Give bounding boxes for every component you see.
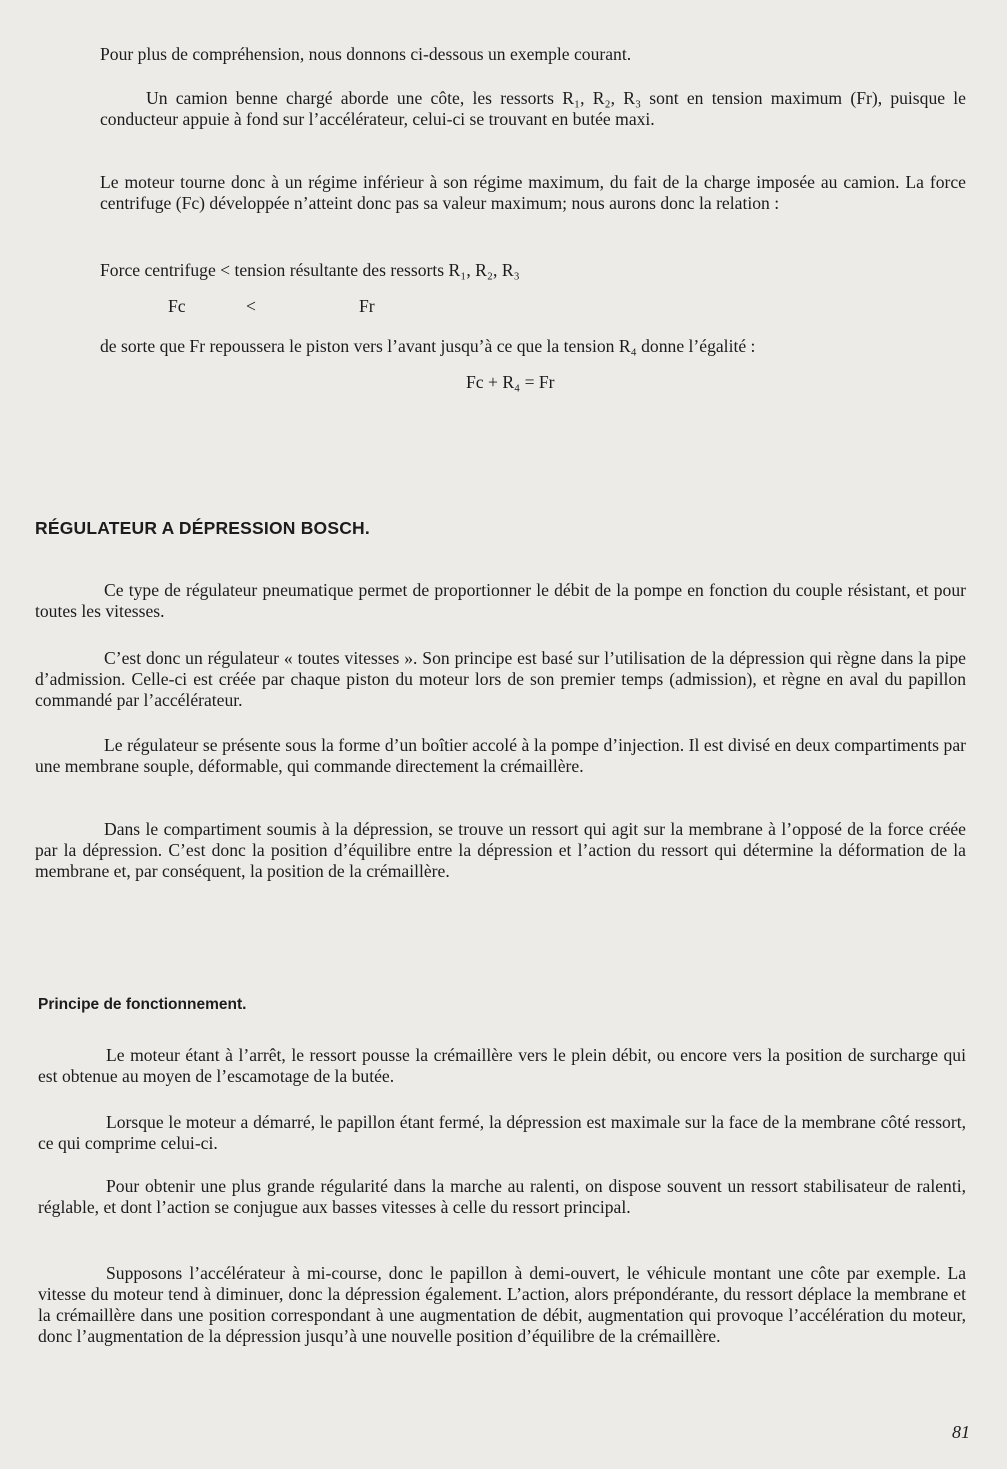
section-paragraph-1: Ce type de régulateur pneumatique permet de proportionner le débit de la pompe en fonction du couple résistant, et pour toutes les vitesses. xyxy=(35,580,966,621)
subsection-title: Principe de fonctionnement. xyxy=(38,996,247,1013)
section-paragraph-4: Dans le compartiment soumis à la dépression, se trouve un ressort qui agit sur la membrane à l’opposé de la force créée par la dépression. C’est donc la position d’équilibre entre la dépression et l’action du ressort qui détermine la déformation de la membrane et, par conséquent, la position de la crémaillère. xyxy=(35,819,966,881)
intro-paragraph: Pour plus de compréhension, nous donnons ci-dessous un exemple courant. xyxy=(100,44,632,64)
operation-paragraph-3: Pour obtenir une plus grande régularité dans la marche au ralenti, on dispose souvent un ressort stabilisateur de ralenti, réglable, et dont l’action se conjugue aux basses vitesses à celle du ressort principal. xyxy=(38,1176,966,1217)
regime-paragraph xyxy=(100,172,966,214)
relation-line: Force centrifuge < tension résultante des ressorts R₁, R₂, R₃ xyxy=(100,260,520,280)
example-paragraph: Un camion benne chargé aborde une côte, les ressorts R₁, R₂, R₃ sont en tension maximum (Fr), puisque le conducteur appuie à fond sur l’accélérateur, celui-ci se trouvant en butée maxi. xyxy=(100,88,966,129)
formula-fc: Fc xyxy=(168,296,186,316)
operation-paragraph-4: Supposons l’accélérateur à mi-course, donc le papillon à demi-ouvert, le véhicule montant une côte par exemple. La vitesse du moteur tend à diminuer, donc la dépression également. L’action, alors prépondérante, du ressort déplace la membrane et la crémaillère dans une position correspondant à une augmentation de débit, augmentation qui provoque l’accélération du moteur, donc l’augmentation de la dépression jusqu’à une nouvelle position d’équilibre de la crémaillère. xyxy=(38,1263,966,1346)
equation-line: Fc + R₄ = Fr xyxy=(466,372,555,392)
regime-paragraph-text: Le moteur tourne donc à un régime inférieur à son régime maximum, du fait de la charge imposée au camion. La force centrifuge (Fc) développée n’atteint donc pas sa valeur maximum; nous aurons donc la relation : xyxy=(100,172,966,213)
page-number: 81 xyxy=(952,1422,970,1442)
formula-less-than: < xyxy=(246,296,256,316)
operation-paragraph-1: Le moteur étant à l’arrêt, le ressort pousse la crémaillère vers le plein débit, ou encore vers la position de surcharge qui est obtenue au moyen de l’escamotage de la butée. xyxy=(38,1045,966,1086)
piston-paragraph: de sorte que Fr repoussera le piston vers l’avant jusqu’à ce que la tension R₄ donne l’égalité : xyxy=(100,336,756,356)
formula-fr: Fr xyxy=(359,296,375,316)
section-paragraph-2: C’est donc un régulateur « toutes vitesses ». Son principe est basé sur l’utilisation de la dépression qui règne dans la pipe d’admission. Celle-ci est créée par chaque piston du moteur lors de son premier temps (admission), et règne en aval du papillon commandé par l’accélérateur. xyxy=(35,648,966,710)
section-title: RÉGULATEUR A DÉPRESSION BOSCH. xyxy=(35,518,370,538)
section-paragraph-3: Le régulateur se présente sous la forme d’un boîtier accolé à la pompe d’injection. Il est divisé en deux compartiments par une membrane souple, déformable, qui commande directement la crémaillère. xyxy=(35,735,966,776)
operation-paragraph-2: Lorsque le moteur a démarré, le papillon étant fermé, la dépression est maximale sur la face de la membrane côté ressort, ce qui comprime celui-ci. xyxy=(38,1112,966,1153)
